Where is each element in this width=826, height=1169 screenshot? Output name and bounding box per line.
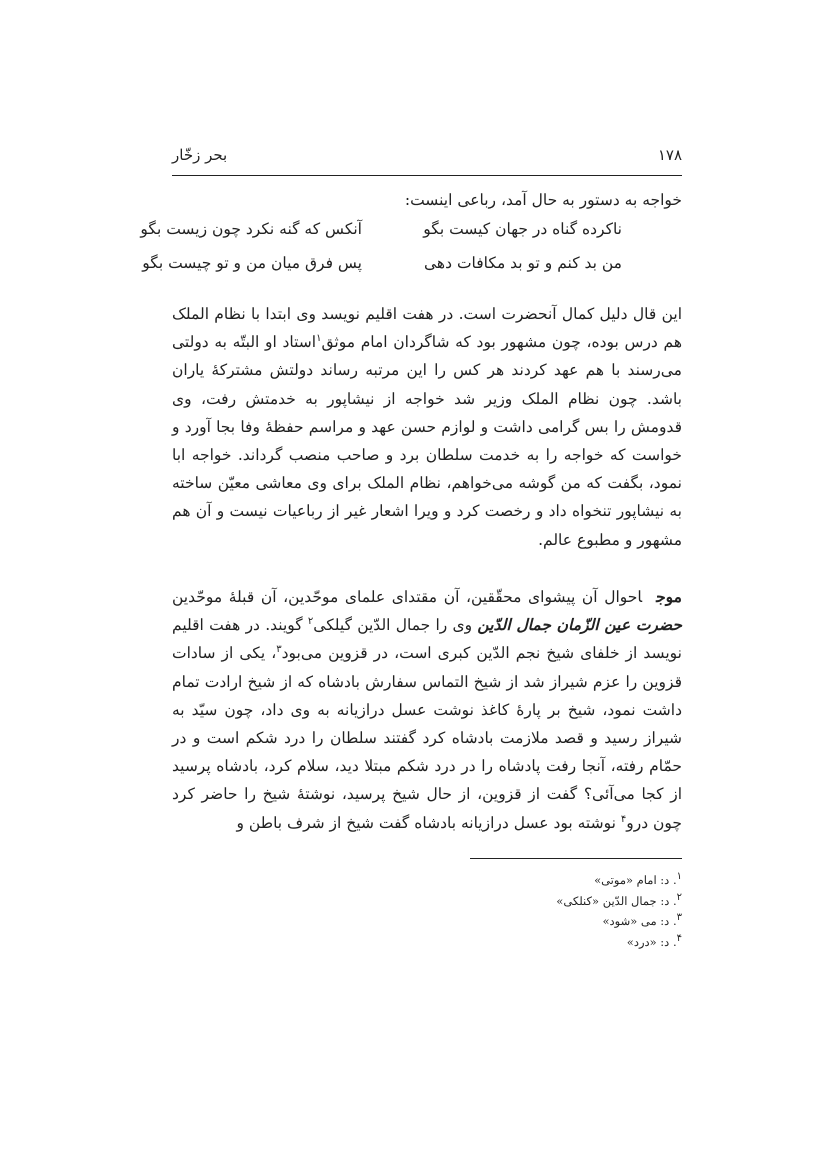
footnote: [382, 911, 682, 932]
footnote-text: . د: «درد»: [626, 934, 677, 949]
footnote-ref: ۴: [620, 813, 627, 825]
paragraph-text: ، یکی از سادات قزوین را عزم شیراز شد از شیخ التماس سفارش بادشاه که از شیخ ارادت تمام داشت نمود، شیخ بر پارهٔ کاغذ نوشت عسل درازیانه به وی داد، چون سیّد به شیراز رسید و قصد ملازمت بادشاه کرد گفتند سلطان را درد شکم است و در حمّام رفته، آنجا رفت پادشاه را در درد شکم مبتلا دید، سلام کرد، بادشاه پرسید از کجا می‌آئی؟ گفت از قزوین، از حال شیخ پرسید، نوشتهٔ شیخ را حاضر کرد چون درو: [172, 644, 682, 832]
footnote-ref: ۲: [307, 616, 314, 628]
footnote-rule: [470, 858, 682, 859]
page-header: [172, 146, 682, 164]
header-rule: [172, 175, 682, 176]
paragraph-text: احوال آن پیشوای محقّقین، آن مقتدای علمای موحّدین، آن قبلهٔ موحّدین: [172, 588, 643, 606]
paragraph-text: این قال دلیل کمال آنحضرت است. در هفت اقلیم نویسد وی ابتدا با نظام الملک هم درس بوده، چون مشهور بود که شاگردان امام موثق: [172, 305, 682, 352]
honorific-name: حضرت عین الزّمان جمال الدّین: [477, 615, 682, 635]
verse-hemistich-second: آنکس که گنه نکرد چون زیست بگو: [140, 220, 362, 238]
footnote: [382, 891, 682, 912]
footnote-ref: ۳: [276, 644, 282, 656]
footnote-text: . د: جمال الدّین «کنلکی»: [556, 893, 677, 908]
intro-line: خواجه به دستور به حال آمد، رباعی اینست:: [404, 191, 682, 209]
body-paragraph: [172, 583, 682, 837]
footnote-ref: ۱: [316, 333, 322, 345]
footnote: [382, 870, 682, 891]
footnote-number: ۱: [676, 871, 682, 883]
footnote-text: . د: می «شود»: [602, 914, 677, 928]
footnote: [382, 932, 682, 953]
paragraph-text: گویند. در هفت اقلیم نویسد از خلفای شیخ نجم الدّین کبری است، در قزوین می‌بود: [172, 616, 682, 663]
paragraph-text: نوشته بود عسل درازیانه بادشاه گفت شیخ از شرف باطن و: [236, 813, 616, 832]
entry-heading: موج: [656, 587, 682, 606]
footnotes: [382, 870, 682, 952]
paragraph-text: استاد او البتّه به دولتی می‌رسند با هم عهد کردند هر کس را این مرتبه رساند دولتش مشترکهٔ یاران باشد. چون نظام الملک وزیر شد خواجه از نیشاپور به خدمتش رفت، وی قدومش را بس گرامی داشت و لوازم حسن عهد و مراسم حفظهٔ وفا بجا آورد و خواست که خواجه را به خدمت سلطان برد و صاحب منصب گرداند. خواجه ابا نمود، بگفت که من گوشه می‌خواهم، نظام الملک برای وی معاشی معیّن ساخته به نیشاپور تنخواه داد و رخصت کرد و ویرا اشعار غیر از رباعیات نیست و آن هم مشهور و مطبوع عالم.: [172, 333, 682, 549]
footnote-number: ۲: [676, 891, 682, 903]
paragraph-text: وی را جمال الدّین گیلکی: [313, 616, 473, 635]
verse-hemistich-first: ناکرده گناه در جهان کیست بگو: [423, 220, 622, 238]
footnote-number: ۴: [676, 932, 682, 944]
verse-hemistich-first: من بد کنم و تو بد مکافات دهی: [424, 254, 622, 272]
verse-hemistich-second: پس فرق میان من و تو چیست بگو: [142, 254, 362, 272]
page-number: ۱۷۸: [657, 146, 682, 164]
footnote-text: . د: امام «موتی»: [594, 873, 677, 887]
body-paragraph: [172, 300, 682, 554]
running-title: بحر زخّار: [172, 146, 228, 164]
footnote-number: ۳: [676, 912, 682, 924]
